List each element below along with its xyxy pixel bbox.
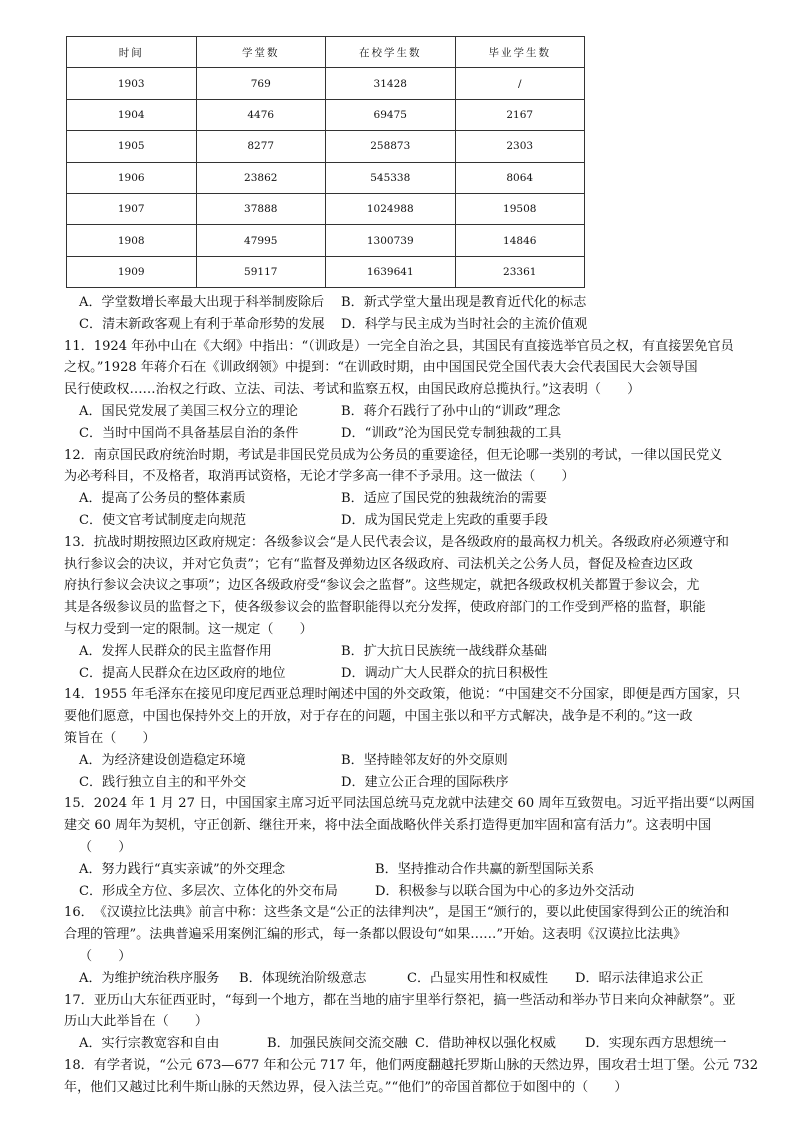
question-18: [64, 1055, 784, 1099]
q11-option-d[interactable]: D．“训政”沦为国民党专制独裁的工具: [341, 425, 562, 441]
q10-options-row-1: [64, 292, 784, 314]
table-cell: 1907: [67, 193, 197, 224]
q17-option-b[interactable]: B．加强民族间交流交融: [267, 1036, 408, 1052]
table-cell: 23361: [455, 256, 585, 287]
q15-number: 15．: [64, 796, 94, 812]
q10-option-b[interactable]: B．新式学堂大量出现是教育近代化的标志: [341, 295, 587, 310]
q17-stem-line: [64, 990, 784, 1012]
question-15: [64, 793, 784, 902]
q13-options-row-2: [64, 663, 784, 685]
q11-option-b[interactable]: B．蒋介石践行了孙中山的“训政”理念: [341, 403, 561, 419]
q11-options-row-2: [64, 423, 784, 445]
q10-options-row-2: [64, 314, 784, 336]
q13-stem-line: 执行参议会的决议，并对它负责”；它有“监督及弹劾边区各级政府、司法机关之公务人员，督促及检查边区政: [64, 556, 693, 572]
q15-stem-line: [64, 793, 784, 815]
table-cell: 1904: [67, 99, 197, 130]
table-cell: 2167: [455, 99, 585, 130]
q15-option-c[interactable]: C．形成全方位、多层次、立体化的外交布局: [79, 883, 338, 899]
q17-option-a[interactable]: A．实行宗教宽容和自由: [79, 1036, 220, 1052]
school-statistics-table: [66, 36, 585, 288]
table-row: [67, 68, 585, 99]
question-list: [64, 292, 784, 1098]
q12-stem-line: 为必考科目，不及格者，取消再试资格，无论才学多高一律不予录用。这一做法（ ）: [64, 469, 575, 485]
q13-stem-line: 其是各级参议员的监督之下，使各级参议会的监督职能得以充分发挥，使政府部门的工作受到严格的监督，职能: [64, 600, 706, 616]
table-cell: 258873: [326, 131, 456, 162]
header-enrolled-students: 在校学生数: [326, 37, 456, 68]
q15-option-b[interactable]: B．坚持推动合作共赢的新型国际关系: [375, 861, 595, 877]
q12-option-b[interactable]: B．适应了国民党的独裁统治的需要: [341, 491, 548, 507]
q15-stem-line: 建交 60 周年为契机，守正创新、继往开来，将中法全面战略伙伴关系打造得更加牢固和富有活力”。这表明中国: [64, 818, 712, 834]
question-12: [64, 445, 784, 532]
table-cell: 8064: [455, 162, 585, 193]
q13-stem-line: [64, 532, 784, 554]
q11-stem-text: 1924 年孙中山在《大纲》中指出：“（训政是）一完全自治之县，其国民有直接选举官员之权，有直接罢免官员: [93, 338, 734, 354]
table-cell: 769: [196, 68, 326, 99]
question-16: [64, 902, 784, 989]
q10-option-c[interactable]: C．清末新政客观上有利于革命形势的发展: [79, 316, 325, 332]
q12-number: 12．: [64, 447, 94, 463]
table-cell: 4476: [196, 99, 326, 130]
q11-stem-line: 之权。”1928 年蒋介石在《训政纲领》中提到：“在训政时期，由中国国民党全国代表大会代表国民大会领导国: [64, 360, 698, 376]
table-cell: 1639641: [326, 256, 456, 287]
q13-option-a[interactable]: A．发挥人民群众的民主监督作用: [79, 643, 272, 659]
q16-stem-line: [64, 902, 784, 924]
q18-stem-line: [64, 1055, 784, 1077]
q13-stem-text: 抗战时期按照边区政府规定：各级参议会“是人民代表会议，是各级政府的最高权力机关。各级政府必须遵守和: [93, 534, 729, 550]
q17-stem-line: 历山大此举旨在（ ）: [64, 1014, 209, 1030]
q17-number: 17．: [64, 992, 94, 1008]
q13-number: 13．: [64, 534, 94, 550]
q16-option-c[interactable]: C．凸显实用性和权威性: [407, 970, 548, 986]
q11-options-row-1: [64, 401, 784, 423]
q15-option-a[interactable]: A．努力践行“真实亲诚”的外交理念: [79, 861, 286, 877]
table-cell: 545338: [326, 162, 456, 193]
q11-stem-line: 民行使政权……治权之行政、立法、司法、考试和监察五权，由国民政府总揽执行。”这表明（ ）: [64, 382, 641, 398]
q14-stem-line: 要他们愿意，中国也保持外交上的开放，对于存在的问题，中国主张以和平方式解决，战争是不利的。”这一政: [64, 709, 693, 725]
header-graduates: 毕业学生数: [455, 37, 585, 68]
table-cell: 1909: [67, 256, 197, 287]
q13-options-row-1: [64, 641, 784, 663]
table-cell: 1024988: [326, 193, 456, 224]
q16-stem-text: 《汉谟拉比法典》前言中称：这些条文是“公正的法律判决”，是国王“颁行的，要以此使国家得到公正的统治和: [93, 905, 730, 921]
q12-option-c[interactable]: C．使文官考试制度走向规范: [79, 512, 247, 528]
table-row: [67, 99, 585, 130]
q17-option-c[interactable]: C．借助神权以强化权威: [415, 1036, 556, 1052]
table-cell: 14846: [455, 225, 585, 256]
table-cell: 19508: [455, 193, 585, 224]
q17-options-row: [64, 1033, 784, 1055]
q16-option-b[interactable]: B．体现统治阶级意志: [239, 970, 367, 986]
q10-option-a[interactable]: A．学堂数增长率最大出现于科举制废除后: [79, 295, 325, 310]
q11-stem-line: [64, 336, 784, 358]
q14-number: 14．: [64, 687, 94, 703]
q12-options-row-1: [64, 488, 784, 510]
table-row: [67, 162, 585, 193]
q14-stem-text: 1955 年毛泽东在接见印度尼西亚总理时阐述中国的外交政策，他说：“中国建交不分国家，即便是西方国家，只: [93, 687, 741, 703]
q18-stem-text: 有学者说，“公元 673—677 年和公元 717 年，他们两度翻越托罗斯山脉的天然边界，围攻君士坦丁堡。公元 732: [93, 1057, 759, 1073]
q12-options-row-2: [64, 510, 784, 532]
table-row: [67, 225, 585, 256]
q14-stem-line: [64, 684, 784, 706]
q11-number: 11．: [64, 338, 94, 354]
table-cell: 1300739: [326, 225, 456, 256]
q10-option-d[interactable]: D．科学与民主成为当时社会的主流价值观: [341, 316, 588, 332]
q11-option-c[interactable]: C．当时中国尚不具备基层自治的条件: [79, 425, 299, 441]
q12-option-a[interactable]: A．提高了公务员的整体素质: [79, 491, 246, 507]
table-cell: 8277: [196, 131, 326, 162]
q16-options-row: [64, 968, 784, 990]
q17-stem-text: 亚历山大东征西亚时，“每到一个地方，都在当地的庙宇里举行祭祀，搞一些活动和举办节日来向众神献祭”。亚: [93, 992, 736, 1008]
q13-stem-line: 府执行参议会决议之事项”；边区各级政府受“参议会之监督”。这些规定，就把各级政权机关都置于参议会，尤: [64, 578, 700, 594]
q12-stem-line: [64, 445, 784, 467]
q15-stem-text: 2024 年 1 月 27 日，中国国家主席习近平同法国总统马克龙就中法建交 60 周年互致贺电。习近平指出要“以两国: [93, 796, 755, 812]
header-year: 时间: [67, 37, 197, 68]
table-cell: 1908: [67, 225, 197, 256]
q14-option-c[interactable]: C．践行独立自主的和平外交: [79, 774, 247, 790]
table-cell: 1905: [67, 131, 197, 162]
q13-option-b[interactable]: B．扩大抗日民族统一战线群众基础: [341, 643, 548, 659]
q14-options-row-2: [64, 772, 784, 794]
table-cell: 69475: [326, 99, 456, 130]
table-cell: 1903: [67, 68, 197, 99]
table-cell: 37888: [196, 193, 326, 224]
school-statistics-table-wrap: [66, 36, 585, 288]
q14-option-d[interactable]: D．建立公正合理的国际秩序: [341, 774, 509, 790]
q15-options-row-1: [64, 859, 784, 881]
q15-option-d[interactable]: D．积极参与以联合国为中心的多边外交活动: [375, 883, 635, 899]
table-cell: 31428: [326, 68, 456, 99]
q13-stem-line: 与权力受到一定的限制。这一规定（ ）: [64, 621, 313, 637]
table-cell: 47995: [196, 225, 326, 256]
q14-stem-line: 策旨在（ ）: [64, 730, 156, 746]
q16-option-a[interactable]: A．为维护统治秩序服务: [79, 970, 220, 986]
table-header-row: [67, 37, 585, 68]
q13-option-d[interactable]: D．调动广大人民群众的抗日积极性: [341, 665, 548, 681]
table-cell: 2303: [455, 131, 585, 162]
table-row: [67, 193, 585, 224]
table-cell: /: [455, 68, 585, 99]
question-17: [64, 990, 784, 1055]
q16-stem-line: （ ）: [79, 948, 132, 964]
table-row: [67, 131, 585, 162]
question-14: [64, 684, 784, 793]
q11-option-a[interactable]: A．国民党发展了美国三权分立的理论: [79, 403, 298, 419]
q16-number: 16．: [64, 905, 94, 921]
q15-stem-line: （ ）: [79, 839, 132, 855]
q14-option-b[interactable]: B．坚持睦邻友好的外交原则: [341, 752, 508, 768]
q18-stem-line: 年，他们又越过比利牛斯山脉的天然边界，侵入法兰克。”“他们”的帝国首都位于如图中的（ ）: [64, 1079, 628, 1095]
header-school-count: 学堂数: [196, 37, 326, 68]
q12-stem-text: 南京国民政府统治时期，考试是非国民党员成为公务员的重要途径，但无论哪一类别的考试，一律以国民党义: [93, 447, 723, 463]
q12-option-d[interactable]: D．成为国民党走上宪政的重要手段: [341, 512, 548, 528]
q18-number: 18．: [64, 1057, 94, 1073]
q14-options-row-1: [64, 750, 784, 772]
question-13: [64, 532, 784, 685]
question-11: [64, 336, 784, 445]
q16-stem-line: 合理的管理”。法典普遍采用案例汇编的形式，每一条都以假设句“如果……”开始。这表明《汉谟拉比法典》: [64, 927, 687, 943]
table-cell: 1906: [67, 162, 197, 193]
q17-option-d[interactable]: D．实现东西方思想统一: [585, 1036, 727, 1052]
table-row: [67, 256, 585, 287]
q13-option-c[interactable]: C．提高人民群众在边区政府的地位: [79, 665, 286, 681]
q15-options-row-2: [64, 881, 784, 903]
table-cell: 23862: [196, 162, 326, 193]
table-cell: 59117: [196, 256, 326, 287]
q16-option-d[interactable]: D．昭示法律追求公正: [575, 970, 704, 986]
q14-option-a[interactable]: A．为经济建设创造稳定环境: [79, 752, 246, 768]
